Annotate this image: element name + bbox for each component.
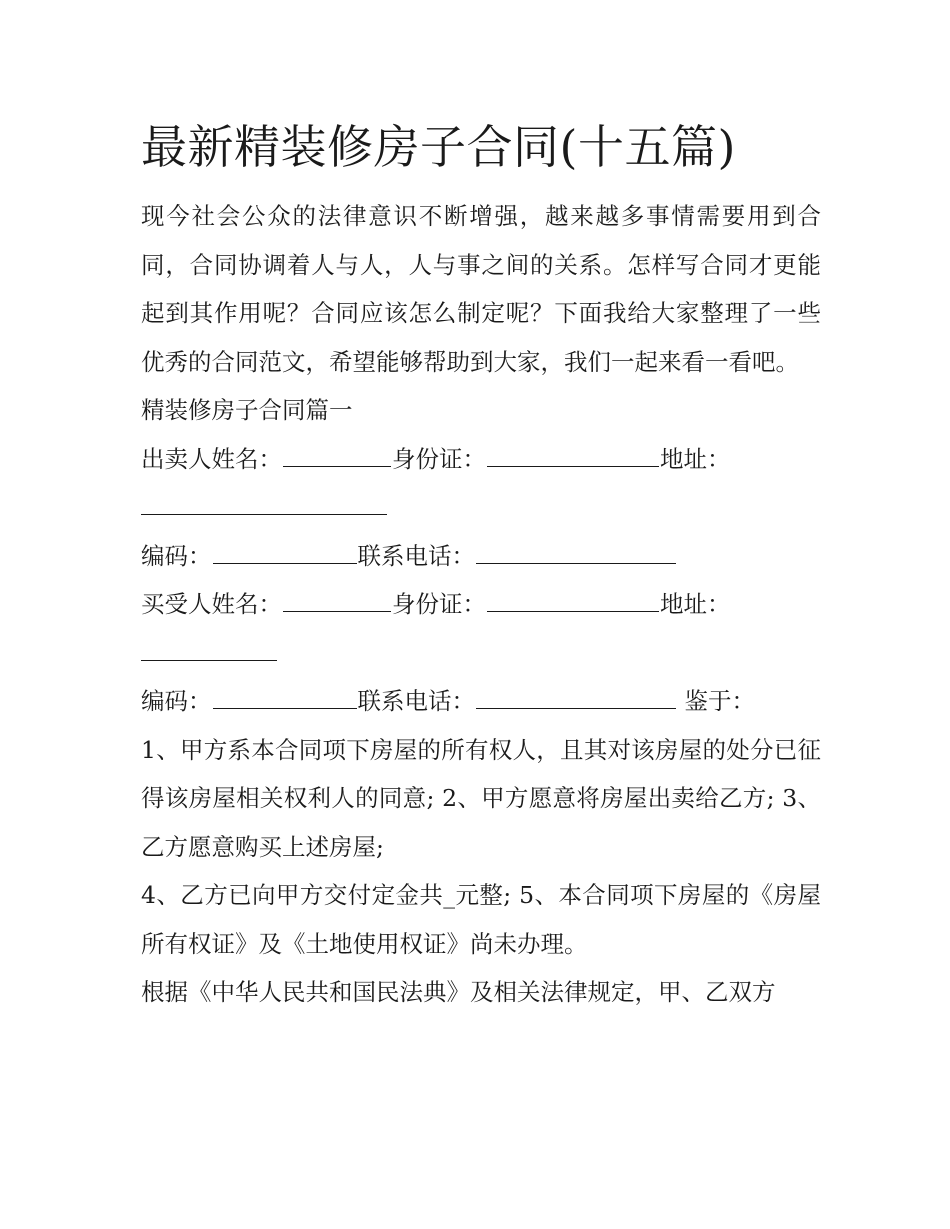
clauses-paragraph-2: 4、乙方已向甲方交付定金共_元整; 5、本合同项下房屋的《房屋所有权证》及《土地使用权证》尚未办理。	[141, 881, 821, 958]
buyer-id-blank	[487, 593, 659, 612]
section-heading: 精装修房子合同篇一	[141, 396, 353, 424]
buyer-info-line	[141, 580, 821, 629]
buyer-phone-blank	[476, 690, 676, 709]
buyer-id-label: 身份证：	[392, 590, 486, 618]
seller-name-blank	[283, 448, 391, 467]
intro-paragraph: 现今社会公众的法律意识不断增强，越来越多事情需要用到合同，合同协调着人与人，人与事之间的关系。怎样写合同才更能起到其作用呢？合同应该怎么制定呢？下面我给大家整理了一些优秀的合同范文，希望能够帮助到大家，我们一起来看一看吧。	[141, 202, 821, 376]
document-page	[141, 110, 821, 1017]
seller-address-label: 地址：	[660, 444, 731, 473]
seller-name-label: 出卖人姓名：	[141, 444, 282, 473]
seller-contact-line	[141, 532, 821, 581]
seller-info-line	[141, 435, 821, 484]
seller-postcode-label: 编码：	[141, 541, 212, 570]
document-title: 最新精装修房子合同(十五篇)	[141, 120, 736, 174]
seller-address-blank	[141, 496, 387, 515]
seller-phone-label: 联系电话：	[357, 541, 475, 570]
buyer-address-label: 地址：	[660, 590, 731, 618]
whereas-label: 鉴于：	[684, 687, 755, 715]
seller-id-blank	[487, 448, 659, 467]
seller-phone-blank	[476, 545, 676, 564]
closing-paragraph: 根据《中华人民共和国民法典》及相关法律规定，甲、乙双方	[141, 978, 776, 1006]
buyer-postcode-label: 编码：	[141, 687, 212, 715]
buyer-address-line	[141, 629, 821, 678]
seller-postcode-blank	[213, 545, 357, 564]
buyer-name-label: 买受人姓名：	[141, 590, 282, 618]
buyer-phone-label: 联系电话：	[357, 687, 475, 715]
buyer-contact-line	[141, 677, 821, 726]
seller-address-line	[141, 483, 821, 532]
buyer-postcode-blank	[213, 690, 357, 709]
clauses-paragraph-1: 1、甲方系本合同项下房屋的所有权人，且其对该房屋的处分已征得该房屋相关权利人的同意; 2、甲方愿意将房屋出卖给乙方; 3、乙方愿意购买上述房屋;	[141, 735, 821, 861]
buyer-address-blank	[141, 642, 277, 661]
seller-id-label: 身份证：	[392, 444, 486, 473]
buyer-name-blank	[283, 593, 391, 612]
